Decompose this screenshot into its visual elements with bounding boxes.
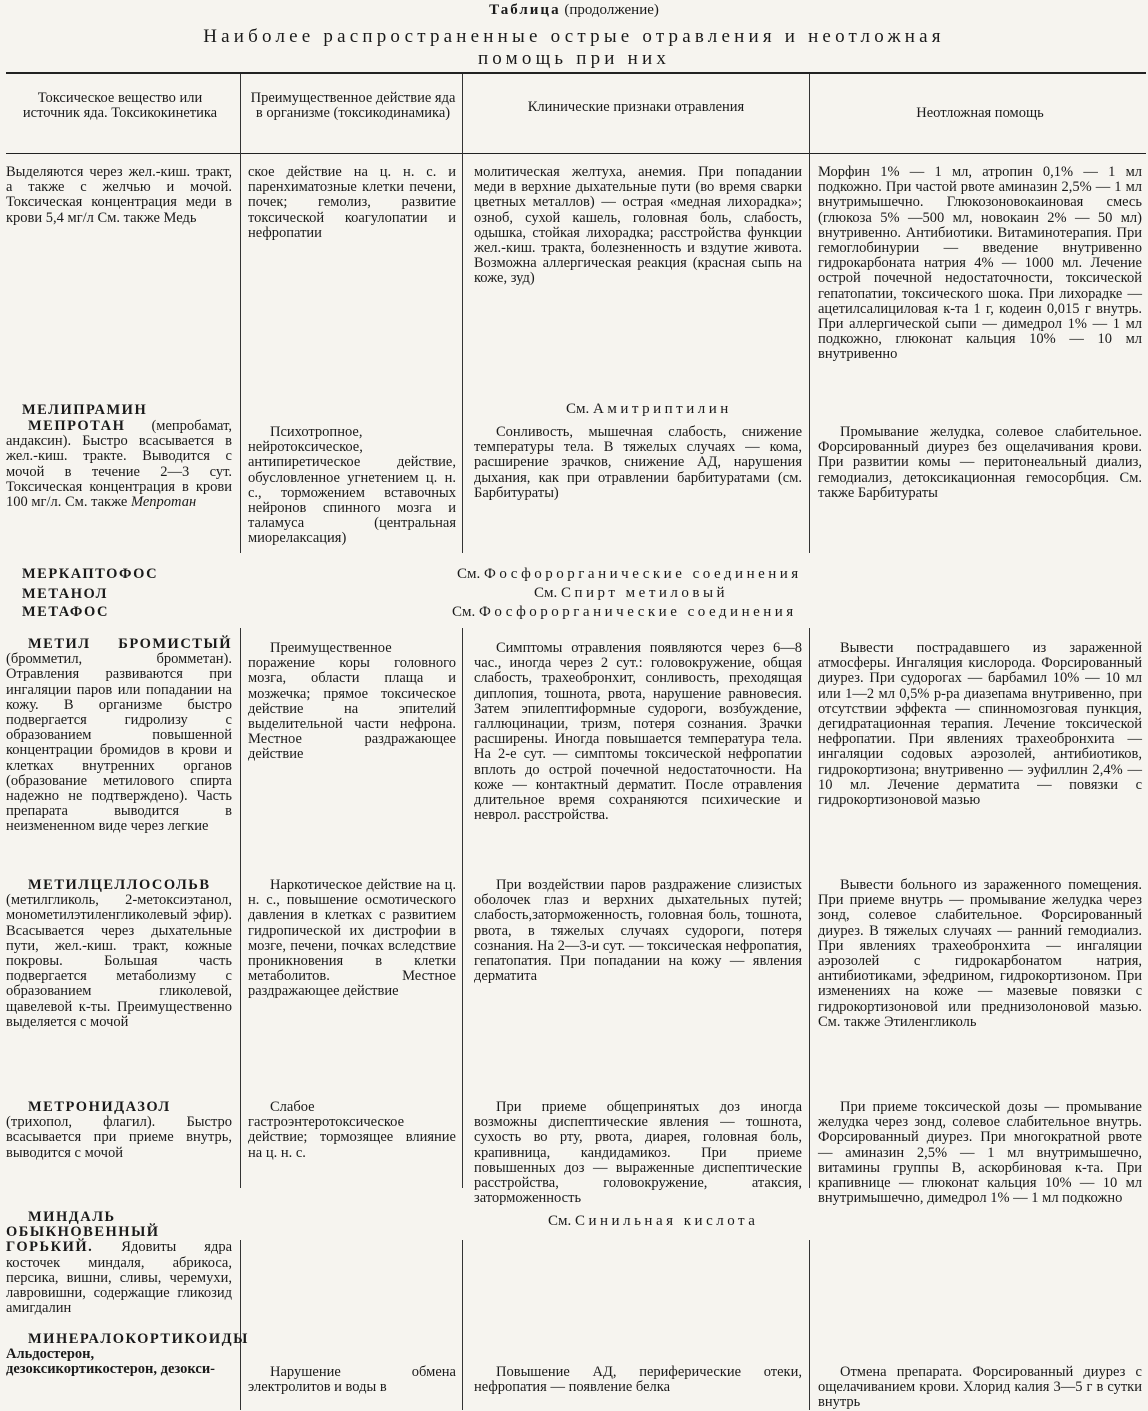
metilcellosolve-aid: Вывести больного из зараженного помещения. При приеме внутрь — промывание желудка через зонд, солевое слабительное. Форсированный диурез. В тяжелых случаях — ранний гемодиализ. При явлениях трахеобронхита — ингаляции аэрозолей с гидрокарбонатом натрия, антибиотиками, эфедрином, гидрокортизоном. При изменениях на коже — мазевые повязки с гидрокортизоновой или преднизолоновой мазью. См. также Этиленгликоль — [818, 877, 1142, 1030]
table-title — [0, 26, 1148, 70]
top-rule — [6, 72, 1146, 74]
metanol-name: МЕТАНОЛ — [22, 586, 108, 602]
header-rule — [6, 153, 1146, 154]
mineralocorticoids-toxicokinetics — [6, 1331, 249, 1378]
meprotan-clinical: Сонливость, мышечная слабость, снижение температуры тела. В тяжелых случаях — кома, расширение зрачков, снижение АД, нарушения дыхания, как при отравлении барбитуратами (см. Барбитураты) — [474, 424, 802, 501]
col-divider — [240, 74, 241, 553]
see-ref: Фосфорорганические соединения — [479, 604, 797, 620]
table-continued: (продолжение) — [564, 2, 659, 18]
meprotan-text: (мепробамат, андаксин). Быстро всасывается в жел.-киш. тракте. Выводится с мочой в течение 2—3 сут. Токсическая концентрация в крови 100 мг/л. См. также — [6, 418, 232, 511]
mineralocorticoids-clinical: Повышение АД, периферические отеки, нефропатия — появление белка — [474, 1364, 802, 1396]
table-title-line1: Наиболее распространенные острые отравления и неотложная — [203, 26, 945, 47]
column-header-action: Преимущественное действие яда в организме (токсикодинамика) — [250, 90, 456, 121]
see-ref: Синильная кислота — [575, 1213, 759, 1229]
table-title-line2: помощь при них — [477, 48, 671, 69]
melipramin-name: МЕЛИПРАМИН — [22, 402, 148, 418]
metafos-see — [452, 604, 797, 621]
col-divider — [462, 1240, 463, 1410]
merkaptofos-name: МЕРКАПТОФОС — [22, 566, 159, 582]
melipramin-see — [566, 401, 732, 418]
metronidazol-clinical: При приеме общепринятых доз иногда возможны диспептические явления — тошнота, сухость во рту, рвота, диарея, головная боль, крапивница, кандидамикоз. При приеме повышенных доз — выраженные диспептические расстройства, головокружение, атаксия, заторможенность — [474, 1099, 802, 1207]
metilcellosolve-clinical: При воздействии паров раздражение слизистых оболочек глаз и верхних дыхательных путей; слабость,заторможенность, головная боль, тошнота, рвота, в тяжелых случаях судороги, потеря сознания. На 2—3-и сут. — токсическая нефропатия, гепатопатия. При попадании на кожу — явления дерматита — [474, 877, 802, 985]
meprotan-ref: Мепротан — [131, 494, 197, 511]
mineralocorticoids-aid: Отмена препарата. Форсированный диурез с ощелачиванием крови. Хлорид калия 3—5 г в сутки внутрь — [818, 1364, 1142, 1411]
see-ref: Спирт метиловый — [561, 585, 729, 601]
metanol-see — [534, 585, 728, 602]
copper-clinical: молитическая желтуха, анемия. При попадании меди в верхние дыхательные пути (во время сварки цветных металлов) — острая «медная лихорадка»; озноб, сухой кашель, головная боль, слабость, одышка, стойкая лихорадка; расстройства функции жел.-киш. тракта, болезненность и вздутие живота. Возможна аллергическая реакция (красная сыпь на коже, зуд) — [474, 164, 802, 287]
see-ref: Фосфорорганические соединения — [484, 566, 802, 582]
mindal-name: МИНДАЛЬ ОБЫКНОВЕННЫЙ ГОРЬКИЙ. — [6, 1209, 160, 1256]
col-divider — [809, 628, 810, 1188]
mindal-see — [548, 1213, 758, 1230]
col-divider — [809, 74, 810, 553]
col-divider — [462, 628, 463, 1188]
column-header-substance: Токсическое вещество или источник яда. Токсикокинетика — [22, 90, 218, 121]
table-label: Таблица — [489, 2, 561, 18]
copper-action: ское действие на ц. н. с. и паренхиматозные клетки печени, почек; гемолиз, развитие токсической коагулопатии и нефропатии — [248, 164, 456, 241]
see-ref: Амитриптилин — [593, 401, 732, 417]
metil-bromide-toxicokinetics: МЕТИЛ БРОМИСТЫЙ (бромметил, бромметан). Отравления развиваются при ингаляции паров или попадании на кожу. В организме быстро подвергается гидролизу с образованием повышенной концентрации бромидов в крови и клетках внутренних органов (образование метилового спирта надежно не подтверждено). Часть препарата выводится в неизмененном виде через легкие — [6, 636, 232, 835]
col-divider — [462, 74, 463, 553]
see-label: См. — [566, 401, 590, 417]
merkaptofos-see — [457, 566, 802, 583]
metil-bromide-clinical: Симптомы отравления появляются через 6—8 час., иногда через 2 сут.: головокружение, общая слабость, трахеобронхит, сонливость, преходящая диплопия, тошнота, рвота, нарушение равновесия. Затем эпилептиформные судороги, возбуждение, галлюцинации, тризм, потеря сознания. Зрачки расширены. Иногда повышается температура тела. На 2-е сут. — симптомы токсической нефропатии вплоть до острой почечной недостаточности. На коже — контактный дерматит. После отравления длительное время сохраняются психические и неврол. расстройства. — [474, 640, 802, 824]
column-header-clinical: Клинические признаки отравления — [527, 99, 745, 115]
mineralocorticoids-name: МИНЕРАЛОКОРТИКОИДЫ — [28, 1331, 249, 1347]
metronidazol-action: Слабое гастроэнтеротоксическое действие; тормозящее влияние на ц. н. с. — [248, 1099, 456, 1161]
metil-bromide-name: МЕТИЛ БРОМИСТЫЙ — [28, 636, 232, 652]
metronidazol-toxicokinetics: МЕТРОНИДАЗОЛ (трихопол, флагил). Быстро всасывается при приеме внутрь, выводится с мочой — [6, 1099, 232, 1161]
mineralocorticoids-action: Нарушение обмена электролитов и воды в — [248, 1364, 456, 1396]
table-caption — [0, 2, 1148, 19]
col-divider — [809, 1240, 810, 1410]
copper-toxicokinetics: Выделяются через жел.-киш. тракт, а также с желчью и мочой. Токсическая концентрация меди в крови 5,4 мг/л См. также Медь — [6, 164, 232, 226]
metilcellosolve-action: Наркотическое действие на ц. н. с., повышение осмотического давления в клетках с развитием гидропической их дистрофии в мозге, печени, почках вследствие проникновения в клетки метаболитов. Местное раздражающее действие — [248, 877, 456, 1000]
mindal-toxicokinetics: МИНДАЛЬ ОБЫКНОВЕННЫЙ ГОРЬКИЙ. Ядовиты ядра косточек миндаля, абрикоса, персика, вишни, сливы, черемухи, лавровишни, содержащие гликозид амигдалин — [6, 1209, 233, 1317]
see-label: См. — [548, 1213, 572, 1229]
metil-bromide-action: Преимущественное поражение коры головного мозга, области плаща и мозжечка; прямое токсическое действие на эпителий выделительной части нефрона. Местное раздражающее действие — [248, 640, 456, 763]
metil-bromide-aid: Вывести пострадавшего из зараженной атмосферы. Ингаляция кислорода. Форсированный диурез. При судорогах — барбамил 10% — 10 мл или 1—2 мл 0,5% р-ра диазепама внутривенно, при отсутствии эффекта — спинномозговая пункция, дегидратационная терапия. Лечение токсической нефропатии. При явлениях трахеобронхита — ингаляции содовых аэрозолей, антибиотиков, гидрокортизона; внутривенно — эуфиллин 2,4% — 10 мл. Лечение дерматита — повязки с гидрокортизоновой мазью — [818, 640, 1142, 809]
see-label: См. — [457, 566, 481, 582]
column-header-aid: Неотложная помощь — [916, 105, 1044, 121]
mineralocorticoids-substances: Альдостерон, дезоксикортикостерон, дезокси- — [6, 1346, 216, 1378]
see-label: См. — [534, 585, 558, 601]
see-label: См. — [452, 604, 476, 620]
col-divider — [240, 1240, 241, 1410]
metronidazol-name: МЕТРОНИДАЗОЛ — [28, 1099, 171, 1115]
col-divider — [240, 628, 241, 1188]
metafos-name: МЕТАФОС — [22, 604, 109, 620]
copper-aid: Морфин 1% — 1 мл, атропин 0,1% — 1 мл подкожно. При частой рвоте аминазин 2,5% — 1 мл внутримышечно. Глюкозоновокаиновая смесь (глюкоза 5% —500 мл, новокаин 2% — 50 мл) внутривенно. Антибиотики. Витаминотерапия. При гемоглобинурии — введение внутривенно гидрокарбоната натрия 4% — 1000 мл. Лечение острой почечной недостаточности, токсической гепатопатии, токсического шока. При лихорадке — ацетилсалициловая к-та 1 г, кодеин 0,015 г внутрь. При аллергической сыпи — димедрол 1% — 1 мл подкожно, глюконат кальция 10% — 10 мл внутривенно — [818, 164, 1142, 363]
meprotan-toxicokinetics — [6, 419, 232, 510]
metronidazol-aid: При приеме токсической дозы — промывание желудка через зонд, солевое слабительное внутрь. Форсированный диурез. При многократной рвоте — аминазин 2,5% — 1 мл внутримышечно, витамины группы В, аскорбиновая к-та. При крапивнице — глюконат кальция 10% — 10 мл внутримышечно, димедрол 1% — 1 мл подкожно — [818, 1099, 1142, 1207]
meprotan-aid: Промывание желудка, солевое слабительное. Форсированный диурез без ощелачивания крови. При развитии комы — перитонеальный диализ, гемодиализ, детоксикационная гемосорбция. См. также Барбитураты — [818, 424, 1142, 501]
meprotan-action: Психотропное, нейротоксическое, антипиретическое действие, обусловленное угнетением ц. н. с., торможением вставочных нейронов спинного мозга и таламуса (центральная миорелаксация) — [248, 424, 456, 547]
meprotan-name: МЕПРОТАН — [28, 418, 126, 434]
metilcellosolve-name: МЕТИЛЦЕЛЛОСОЛЬВ — [28, 877, 211, 893]
metilcellosolve-toxicokinetics: МЕТИЛЦЕЛЛОСОЛЬВ (метилгликоль, 2-метоксиэтанол, монометилэтиленгликолевый эфир). Всасывается через дыхательные пути, жел.-киш. тракт, кожные покровы. Большая часть подвергается метаболизму с образованием гликолевой, щавелевой к-ты. Преимущественно выделяется с мочой — [6, 877, 232, 1030]
